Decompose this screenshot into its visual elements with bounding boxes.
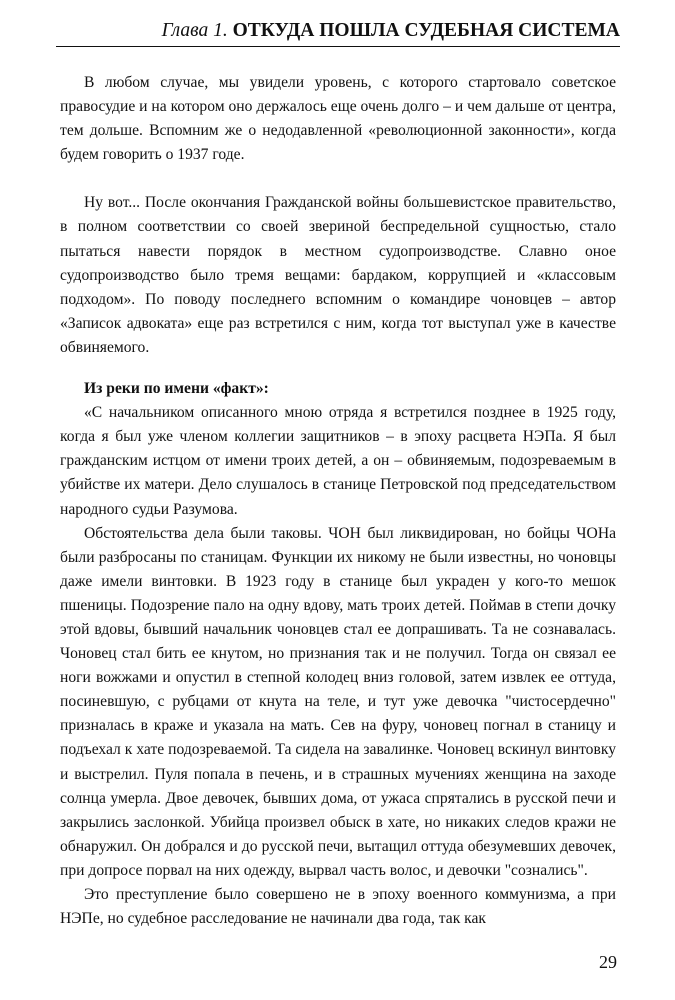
section-heading: Из реки по имени «факт»: — [84, 380, 269, 398]
quote-paragraph: Это преступление было совершено не в эпоху военного коммунизма, а при НЭПе, но судебное расследование не начинали два года, так как — [60, 886, 616, 928]
chapter-label: Глава 1. — [161, 20, 228, 41]
running-head — [56, 18, 620, 44]
page-number: 29 — [599, 952, 617, 972]
chapter-title: ОТКУДА ПОШЛА СУДЕБНАЯ СИСТЕМА — [232, 20, 620, 41]
paragraph: В любом случае, мы увидели уровень, с которого стартовало советское правосудие и на котором оно держалось еще очень долго – и чем дальше от центра, тем дольше. Вспомним же о недодавленной «революционной законности», когда будем говорить о 1937 годе. — [60, 74, 616, 164]
body-text — [60, 71, 616, 931]
paragraph: Ну вот... После окончания Гражданской войны большевистское правительство, в полном соответствии со своей звериной беспредельной сущностью, стало пытаться навести порядок в местном судопроизводстве. Славно оное судопроизводство было тремя вещами: бардаком, коррупцией и «классовым подходом». По поводу последнего вспомним о командире чоновцев – автор «Записок адвоката» еще раз встретился с ним, когда тот выступал уже в качестве обвиняемого. — [60, 194, 616, 356]
quote-paragraph: Обстоятельства дела были таковы. ЧОН был ликвидирован, но бойцы ЧОНа были разбросаны по станицам. Функции их никому не были известны, но чоновцы даже имели винтовки. В 1923 году в станице был украден у кого-то мешок пшеницы. Подозрение пало на одну вдову, мать троих детей. Поймав в степи дочку этой вдовы, бывший начальник чоновцев стал ее допрашивать. Та не сознавалась. Чоновец стал бить ее кнутом, но признания так и не получил. Тогда он связал ее ноги вожжами и опустил в степной колодец вниз головой, затем извлек ее оттуда, посиневшую, с рубцами от кнута на теле, и тут уже девочка "чистосердечно" призналась в краже и указала на мать. Сев на фуру, чоновец погнал в станицу и подъехал к хате подозреваемой. Та сидела на завалинке. Чоновец вскинул винтовку и выстрелил. Пуля попала в печень, и в страшных мучениях женщина на заходе солнца умерла. Двое девочек, бывших дома, от ужаса спрятались в русской печи и закрылись заслонкой. Убийца произвел обыск в хате, но никаких следов кражи не обнаружил. Он добрался и до русской печи, вытащил оттуда обезумевших девочек, при допросе порвал на них одежду, вырвал часть волос, и девочки "сознались". — [60, 524, 616, 879]
quote-paragraph: «С начальником описанного мною отряда я встретился позднее в 1925 году, когда я был уже членом коллегии защитников – в эпоху расцвета НЭПа. Я был гражданским истцом от имени троих детей, а он – обвиняемым, подозреваемым в убийстве их матери. Дело слушалось в станице Петровской под председательством народного судьи Разумова. — [60, 404, 616, 518]
header-rule — [56, 46, 620, 47]
